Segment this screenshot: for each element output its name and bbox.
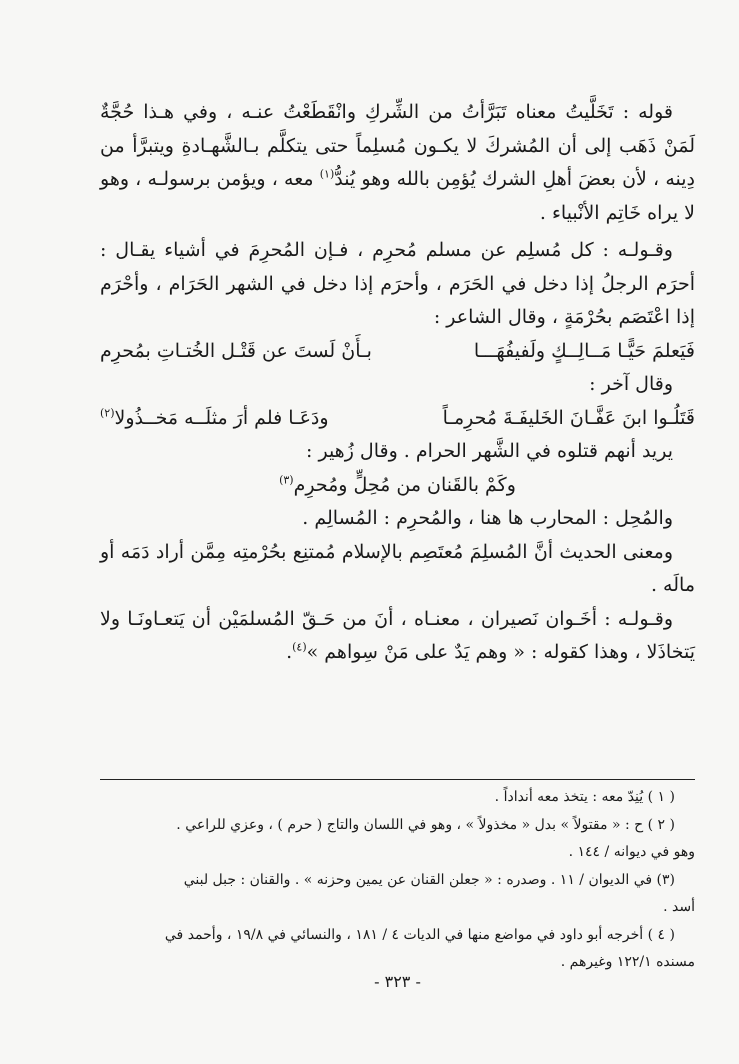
page-number: - ٣٢٣ - — [374, 972, 421, 991]
paragraph-5: ومعنى الحديث أنَّ المُسلِمَ مُعتَصِم بالإسلام مُمتنِع بحُرْمتِه مِمَّن أراد دَمَه أو مالَه . — [100, 540, 695, 596]
verse-3: وكَمْ بالقَنان من مُحِلٍّ ومُحرِم$^{(٣)}$ — [279, 473, 516, 496]
verse-2 — [100, 402, 695, 436]
footnote-3: (٣) في الديوان / ١١ . وصدره : « جعلن القنان عن يمين وحزنه » . والقنان : جبل لبني — [183, 871, 675, 888]
line-another-poet: وقال آخر : — [589, 373, 673, 395]
paragraph-4: والمُحِل : المحارب ها هنا ، والمُحرِم : المُسالِم . — [302, 507, 673, 529]
verse-2-first-hemistich: قَتَلُـوا ابنَ عَفَّـانَ الخَليفَـةَ مُحرِمـاً — [442, 406, 695, 429]
footnote-1: ( ١ ) يُنِدّ معه : يتخذ معه أنداداً . — [494, 789, 675, 805]
paragraph-6: وقـولـه : أخَـوان نَصيران ، معنـاه ، أنَ من حَـقّ المُسلمَيْن أن يَتعـاونَـا ولا يَتخاذَلا ، وهذا كقوله : « وهم يَدٌ على مَنْ سِواهم »$^{(٤)}$. — [100, 607, 695, 663]
footnote-ref-4: (٤) — [292, 640, 307, 654]
footnote-2-continued: وهو في ديوانه / ١٤٤ . — [568, 844, 695, 860]
verse-1-second-hemistich: بـأَنْ لَستَ عن قَتْـل الخُتـاتِ بمُحرِم — [100, 339, 372, 362]
paragraph-2: وقـولـه : كل مُسلِم عن مسلم مُحرِم ، فـإن المُحرِمَ في أشياء يقـال : أحرَم الرجلُ إذا دخل في الحَرَم ، وأحرَم إذا دخل في الشهر الحَرَام ، وأحْرَم إذا اعْتَصَم بحُرْمَةٍ ، وقال الشاعر : — [100, 239, 695, 328]
footnote-3-continued: أسد . — [663, 899, 695, 915]
footnote-4: ( ٤ ) أخرجه أبو داود في مواضع منها في الديات ٤ / ١٨١ ، والنسائي في ١٩/٨ ، وأحمد في — [164, 926, 675, 943]
paragraph-3: يريد أنهم قتلوه في الشَّهر الحرام . وقال زُهير : — [306, 440, 673, 462]
verse-1 — [100, 335, 695, 369]
footnote-4-continued: مسنده ١٢٢/١ وغيرهم . — [560, 954, 695, 970]
verse-1-first-hemistich: فَيَعلمَ حَيًّـا مَــالِــكٍ ولَفيفُهَـــا — [473, 339, 695, 362]
footnote-ref-1: (١) — [319, 167, 335, 181]
page-content — [100, 96, 695, 1036]
paragraph-1: قوله : تَخَلَّيتُ معناه تَبَرَّأتُ من الشِّركِ وانْقَطَعْتُ عنـه ، وفي هـذا حُجَّةٌ لَمَنْ ذَهَب إلى أن المُشركَ لا يكـون مُسلِماً حتى يتكلَّم بـالشَّهـادةِ ويتبرَّأ من دِينه ، لأن بعضَ أهلِ الشرك يُؤمِن بالله وهو يُندُّ$^{(١)}$ معه ، ويؤمن برسولـه ، وهو لا يراه خَاتِم الأنْبياء . — [100, 101, 695, 224]
footnote-2: ( ٢ ) ح : « مقتولاً » بدل « مخذولاً » ، وهو في اللسان والتاج ( حرم ) ، وعزي للراعي . — [176, 816, 675, 833]
footnote-ref-2: (٢) — [100, 406, 115, 420]
footnotes — [100, 784, 695, 977]
footnote-ref-3: (٣) — [279, 473, 294, 487]
verse-2-second-hemistich: ودَعَـا فلم أرَ مثلَــه مَخــذُولا$^{(٢)}$ — [100, 406, 329, 429]
footnote-divider — [100, 779, 695, 780]
